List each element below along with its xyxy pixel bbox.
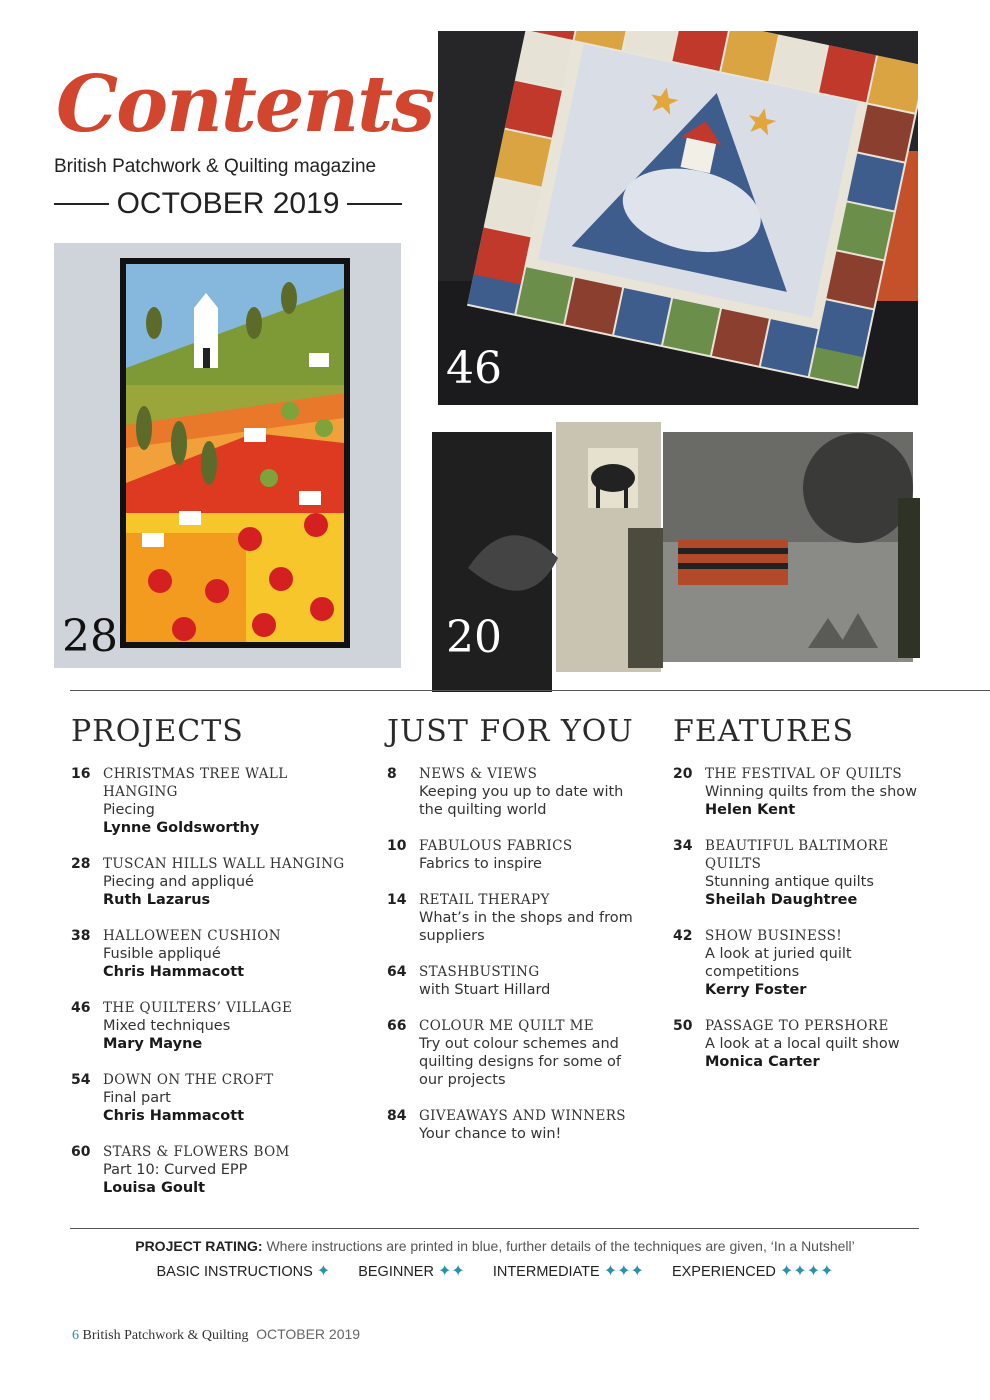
entry-title: THE FESTIVAL OF QUILTS [705,766,902,782]
art-quilt-bull-icon [428,418,928,694]
patchwork-block [484,179,541,236]
list-item[interactable] [673,765,963,819]
page-number-46: 46 [446,343,502,394]
level-beginner [358,1264,469,1280]
list-item[interactable] [71,1071,361,1125]
list-item[interactable] [387,837,647,873]
patchwork-block [505,81,562,138]
entry-page-number: 60 [71,1144,91,1160]
rating-divider [70,1228,919,1229]
list-item[interactable] [387,1017,647,1089]
entry-description: Fabrics to inspire [419,856,542,872]
entry-title: RETAIL THERAPY [419,892,550,908]
list-item[interactable] [673,837,963,909]
patchwork-block [663,298,720,355]
entry-page-number: 34 [673,838,693,854]
entry-title: GIVEAWAYS AND WINNERS [419,1108,626,1124]
entry-author: Helen Kent [705,802,796,818]
entry-title: STARS & FLOWERS BOM [103,1144,290,1160]
list-item[interactable] [387,765,647,819]
patchwork-block [565,278,622,335]
entry-page-number: 46 [71,1000,91,1016]
patchwork-block [826,251,883,308]
projects-column [71,714,361,1215]
entry-title: FABULOUS FABRICS [419,838,573,854]
project-rating-label: PROJECT RATING: [135,1238,263,1254]
entry-title: DOWN ON THE CROFT [103,1072,274,1088]
list-item[interactable] [673,1017,963,1071]
patchwork-block [847,153,904,210]
entry-title: HALLOWEEN CUSHION [103,928,281,944]
entry-page-number: 84 [387,1108,407,1124]
issue-date: OCTOBER 2019 [116,187,340,220]
photo-festival-of-quilts[interactable] [428,418,928,694]
entry-description: A look at a local quilt show [705,1036,900,1052]
patchwork-block [858,105,915,162]
entry-description: Part 10: Curved EPP [103,1162,248,1178]
photo-quilters-village[interactable] [438,31,918,405]
patchwork-block [614,288,671,345]
section-divider [70,690,990,691]
level-basic [156,1264,334,1280]
level-experienced [672,1264,834,1280]
patchwork-block [474,227,531,284]
page-number-28: 28 [62,611,118,662]
features-heading: FEATURES [673,714,855,749]
level-label: BEGINNER [358,1264,434,1280]
list-item[interactable] [71,765,361,837]
patchwork-block [712,309,769,366]
entry-page-number: 16 [71,766,91,782]
just-for-you-heading: JUST FOR YOU [387,714,634,749]
just-for-you-column [387,714,647,1161]
entry-page-number: 28 [71,856,91,872]
level-label: BASIC INSTRUCTIONS [156,1264,313,1280]
entry-title: BEAUTIFUL BALTIMORE QUILTS [705,838,889,872]
magazine-subtitle: British Patchwork & Quilting magazine [54,156,377,177]
list-item[interactable] [387,1107,647,1143]
entry-author: Mary Mayne [103,1036,203,1052]
features-column [673,714,963,1089]
patchwork-block [770,35,827,92]
entry-title: CHRISTMAS TREE WALL HANGING [103,766,288,800]
entry-page-number: 50 [673,1018,693,1034]
entry-page-number: 10 [387,838,407,854]
patchwork-block [494,130,551,187]
project-rating-note [0,1238,990,1254]
entry-title: TUSCAN HILLS WALL HANGING [103,856,345,872]
entry-page-number: 54 [71,1072,91,1088]
entry-page-number: 8 [387,766,397,782]
entry-description: Final part [103,1090,171,1106]
entry-description: Try out colour schemes and quilting designs for some of our projects [419,1036,622,1088]
entry-description: Fusible appliqué [103,946,221,962]
tuscan-hills-quilt-icon [54,243,401,668]
patchwork-block [515,32,572,89]
entry-title: NEWS & VIEWS [419,766,538,782]
list-item[interactable] [71,999,361,1053]
level-label: EXPERIENCED [671,1264,776,1280]
entry-page-number: 20 [673,766,693,782]
entry-description: Winning quilts from the show [705,784,917,800]
level-label: INTERMEDIATE [492,1264,600,1280]
photo-tuscan-hills[interactable] [54,243,401,668]
entry-page-number: 64 [387,964,407,980]
patchwork-block [516,267,573,324]
contents-logo: Contents [56,59,434,150]
entry-description: Piecing [103,802,155,818]
entry-author: Chris Hammacott [103,1108,245,1124]
patchwork-block [761,319,818,376]
entry-title: SHOW BUSINESS! [705,928,843,944]
star-icon: ✦✦✦ [603,1263,644,1280]
entry-page-number: 66 [387,1018,407,1034]
footer-date: OCTOBER 2019 [256,1326,361,1342]
entry-title: THE QUILTERS’ VILLAGE [103,1000,293,1016]
list-item[interactable] [71,1143,361,1197]
level-intermediate [493,1264,648,1280]
page-number-20: 20 [446,612,502,663]
list-item[interactable] [71,855,361,909]
list-item[interactable] [71,927,361,981]
list-item[interactable] [673,927,963,999]
entry-author: Monica Carter [705,1054,820,1070]
projects-heading: PROJECTS [71,714,244,749]
star-icon: ✦✦✦✦ [779,1263,834,1280]
entry-author: Kerry Foster [705,982,807,998]
issue-date-row [54,186,402,222]
list-item[interactable] [387,891,647,945]
list-item[interactable] [387,963,647,999]
entry-description: Your chance to win! [419,1126,562,1142]
entry-description: Keeping you up to date with the quilting world [419,784,624,818]
entry-title: STASHBUSTING [419,964,540,980]
entry-description: Stunning antique quilts [705,874,874,890]
entry-description: A look at juried quilt competitions [705,946,852,980]
rule-right [347,203,402,205]
entry-title: COLOUR ME QUILT ME [419,1018,595,1034]
project-rating-text: Where instructions are printed in blue, further details of the techniques are given, ‘In a Nutshell’ [266,1238,855,1254]
entry-description: with Stuart Hillard [419,982,551,998]
patchwork-block [819,45,876,102]
christmas-village-quilt-icon [438,31,918,405]
star-icon: ✦ [316,1263,331,1280]
page-footer [72,1326,360,1344]
entry-description: What’s in the shops and from suppliers [419,910,633,944]
entry-page-number: 42 [673,928,693,944]
rule-left [54,203,109,205]
rating-levels [0,1261,990,1281]
entry-description: Mixed techniques [103,1018,231,1034]
entry-author: Louisa Goult [103,1180,206,1196]
footer-magazine: British Patchwork & Quilting [82,1328,249,1343]
star-icon: ✦✦ [437,1263,465,1280]
entry-author: Chris Hammacott [103,964,245,980]
patchwork-block [837,202,894,259]
patchwork-block [816,300,873,357]
entry-author: Ruth Lazarus [103,892,211,908]
entry-page-number: 14 [387,892,407,908]
entry-description: Piecing and appliqué [103,874,254,890]
entry-page-number: 38 [71,928,91,944]
entry-author: Lynne Goldsworthy [103,820,260,836]
entry-author: Sheilah Daughtree [705,892,858,908]
entry-title: PASSAGE TO PERSHORE [705,1018,889,1034]
footer-page-number: 6 [72,1328,79,1343]
